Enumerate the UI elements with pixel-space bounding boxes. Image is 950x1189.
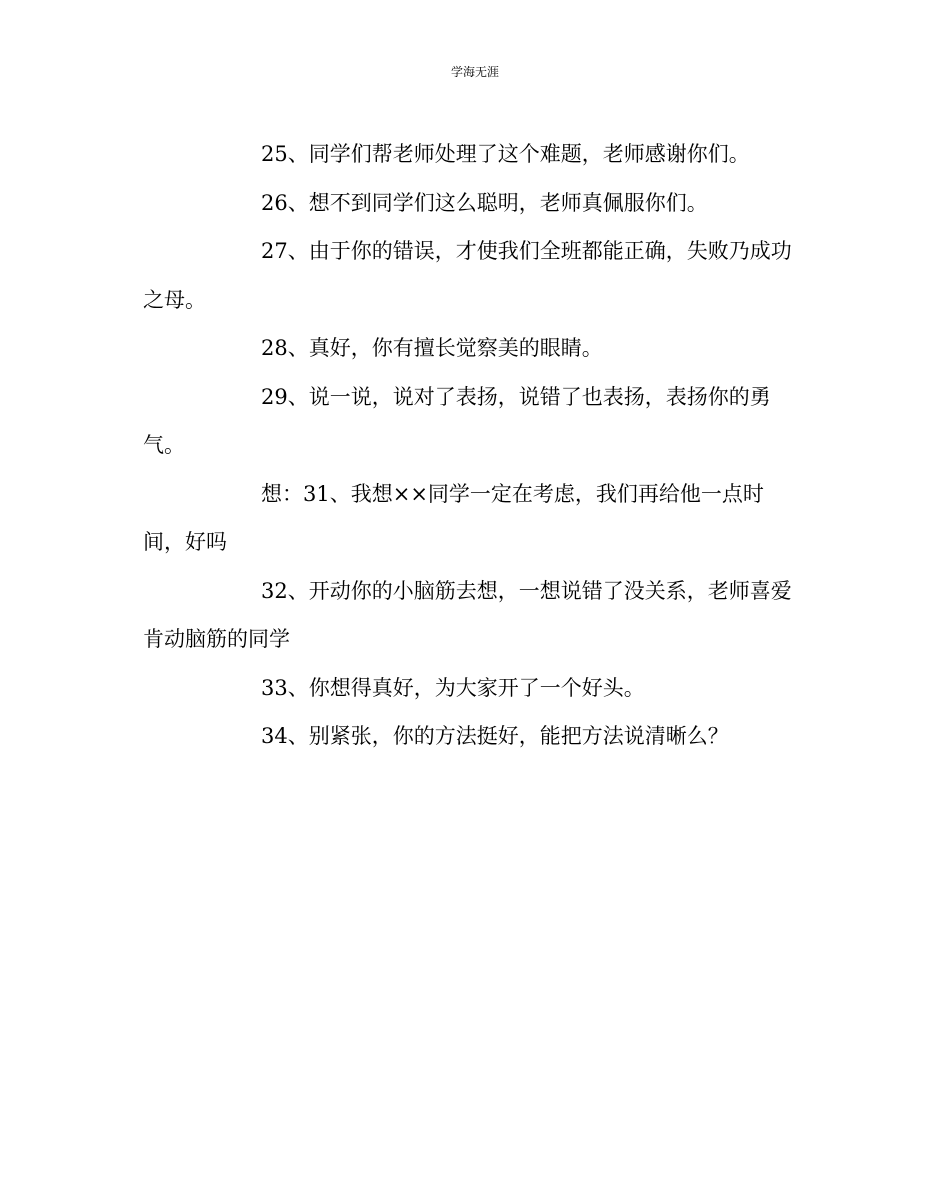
paragraph-34 [143,712,809,761]
page-header: 学海无涯 [450,65,499,79]
paragraph-text: 27、由于你的错误，才使我们全班都能正确，失败乃成功 [261,239,792,263]
document-body [143,130,809,761]
paragraph-31 [143,470,809,567]
paragraph-continuation: 之母。 [143,287,206,312]
paragraph-28 [143,324,809,373]
paragraph-text: 25、同学们帮老师处理了这个难题，老师感谢你们。 [261,142,750,166]
paragraph-continuation: 肯动脑筋的同学 [143,627,290,651]
paragraph-29 [143,373,809,470]
paragraph-continuation: 间，好吗 [143,530,227,554]
paragraph-text: 32、开动你的小脑筋去想，一想说错了没关系，老师喜爱 [261,578,792,603]
paragraph-33 [143,664,809,713]
paragraph-26 [143,179,809,228]
paragraph-27 [143,227,809,324]
paragraph-25 [143,130,809,179]
paragraph-continuation: 气。 [143,433,185,457]
paragraph-text: 想：31、我想××同学一定在考虑，我们再给他一点时 [261,481,764,506]
paragraph-32 [143,567,809,664]
paragraph-text: 29、说一说，说对了表扬，说错了也表扬，表扬你的勇 [261,384,771,409]
paragraph-text: 33、你想得真好，为大家开了一个好头。 [261,675,645,700]
paragraph-text: 28、真好，你有擅长觉察美的眼睛。 [261,336,603,360]
paragraph-text: 34、别紧张，你的方法挺好，能把方法说清晰么？ [261,724,729,748]
paragraph-text: 26、想不到同学们这么聪明，老师真佩服你们。 [261,190,708,215]
